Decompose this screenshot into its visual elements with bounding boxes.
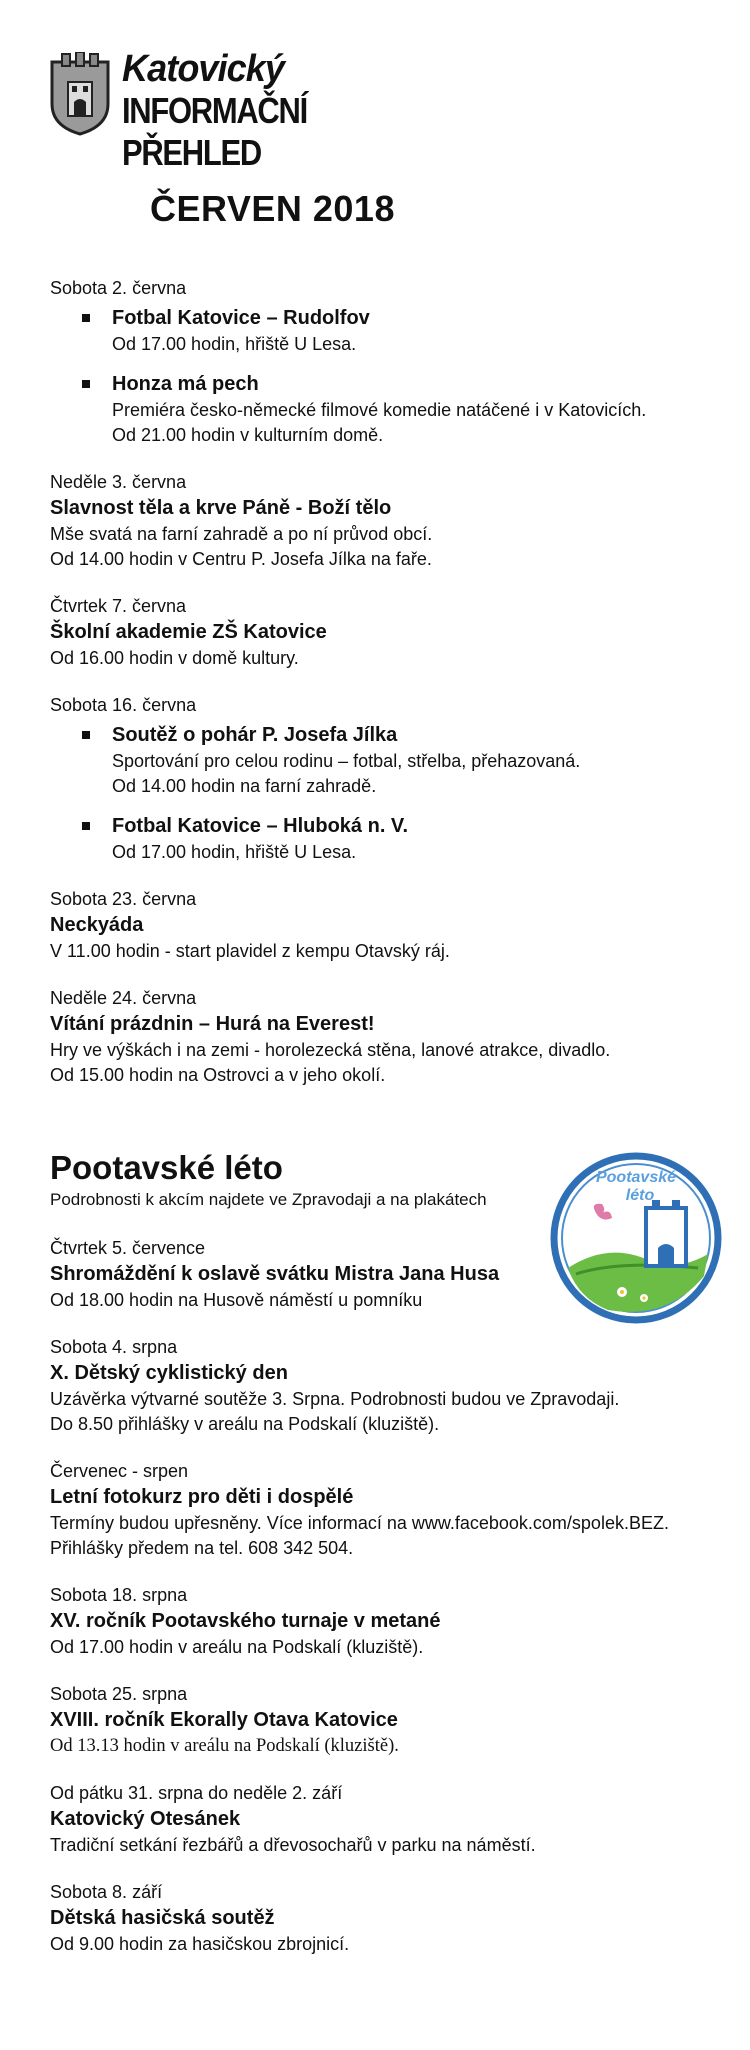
event-detail: Uzávěrka výtvarné soutěže 3. Srpna. Podrobnosti budou ve Zpravodaji. — [50, 1389, 620, 1409]
event-date: Červenec - srpen — [50, 1461, 189, 1481]
brand-title: Katovický — [122, 48, 285, 90]
event-detail: Mše svatá na farní zahradě a po ní průvod obcí. — [50, 524, 433, 544]
event-detail: Hry ve výškách i na zemi - horolezecká stěna, lanové atrakce, divadlo. — [50, 1040, 611, 1060]
event-block — [50, 276, 730, 448]
event-date: Sobota 4. srpna — [50, 1337, 178, 1357]
event-date: Sobota 23. června — [50, 889, 197, 909]
event-date: Sobota 25. srpna — [50, 1684, 188, 1704]
section-title: Pootavské léto — [50, 1149, 283, 1186]
event-block — [50, 887, 730, 964]
bullet-item — [50, 371, 730, 448]
event-title: Dětská hasičská soutěž — [50, 1907, 275, 1929]
event-bullet-list — [50, 305, 730, 448]
event-detail: Od 14.00 hodin v Centru P. Josefa Jílka na faře. — [50, 549, 432, 569]
month-title: ČERVEN 2018 — [150, 188, 395, 229]
event-date: Čtvrtek 5. července — [50, 1238, 206, 1258]
june-events — [50, 276, 730, 1110]
event-block — [50, 693, 730, 865]
event-detail: V 11.00 hodin - start plavidel z kempu Otavský ráj. — [50, 941, 450, 961]
event-detail: Do 8.50 přihlášky v areálu na Podskalí (kluziště). — [50, 1414, 440, 1434]
event-detail: Termíny budou upřesněny. Více informací na www.facebook.com/spolek.BEZ. — [50, 1513, 669, 1533]
event-block — [50, 1459, 730, 1561]
event-detail: Od 15.00 hodin na Ostrovci a v jeho okolí. — [50, 1065, 386, 1085]
event-block — [50, 1236, 730, 1313]
event-title: XVIII. ročník Ekorally Otava Katovice — [50, 1709, 398, 1731]
event-detail: Od 9.00 hodin za hasičskou zbrojnicí. — [50, 1934, 350, 1954]
event-block — [50, 986, 730, 1088]
event-title: Honza má pech — [112, 373, 259, 395]
event-date: Sobota 18. srpna — [50, 1585, 188, 1605]
section-subtitle: Podrobnosti k akcím najdete ve Zpravodaji a na plakátech — [50, 1190, 487, 1209]
badge-text-line1: Pootavské — [595, 1169, 677, 1186]
bullet-item — [50, 305, 730, 357]
event-block — [50, 1880, 730, 1957]
brand-subtitle: INFORMAČNÍ PŘEHLED — [122, 90, 307, 173]
event-bullet-list — [50, 722, 730, 865]
event-title: Letní fotokurz pro děti i dospělé — [50, 1486, 354, 1508]
event-title: Fotbal Katovice – Hluboká n. V. — [112, 815, 408, 837]
event-title: X. Dětský cyklistický den — [50, 1362, 288, 1384]
event-block — [50, 1781, 730, 1858]
event-detail: Od 14.00 hodin na farní zahradě. — [112, 776, 377, 796]
bullet-item — [50, 813, 730, 865]
town-crest-icon — [48, 52, 112, 136]
event-detail: Tradiční setkání řezbářů a dřevosochařů v parku na náměstí. — [50, 1835, 536, 1855]
event-date: Od pátku 31. srpna do neděle 2. září — [50, 1783, 343, 1803]
event-title: Školní akademie ZŠ Katovice — [50, 621, 327, 643]
event-date: Neděle 3. června — [50, 472, 187, 492]
event-detail: Od 16.00 hodin v domě kultury. — [50, 648, 299, 668]
event-detail: Od 17.00 hodin v areálu na Podskalí (kluziště). — [50, 1637, 424, 1657]
bullet-item — [50, 722, 730, 799]
event-title: XV. ročník Pootavského turnaje v metané — [50, 1610, 441, 1632]
event-title: Soutěž o pohár P. Josefa Jílka — [112, 724, 398, 746]
event-detail: Premiéra česko-německé filmové komedie natáčené i v Katovicích. — [112, 400, 647, 420]
event-detail: Sportování pro celou rodinu – fotbal, střelba, přehazovaná. — [112, 751, 581, 771]
event-detail: Od 18.00 hodin na Husově náměstí u pomníku — [50, 1290, 423, 1310]
event-block — [50, 1335, 730, 1437]
event-title: Slavnost těla a krve Páně - Boží tělo — [50, 497, 392, 519]
event-date: Sobota 8. září — [50, 1882, 163, 1902]
event-title: Vítání prázdnin – Hurá na Everest! — [50, 1013, 375, 1035]
event-detail: Od 13.13 hodin v areálu na Podskalí (kluziště). — [50, 1736, 399, 1756]
event-date: Čtvrtek 7. června — [50, 596, 187, 616]
event-detail: Od 21.00 hodin v kulturním domě. — [112, 425, 384, 445]
event-date: Sobota 16. června — [50, 695, 197, 715]
header — [48, 48, 468, 173]
event-date: Neděle 24. června — [50, 988, 197, 1008]
event-title: Katovický Otesánek — [50, 1808, 241, 1830]
event-date: Sobota 2. června — [50, 278, 187, 298]
event-detail: Od 17.00 hodin, hřiště U Lesa. — [112, 334, 357, 354]
event-title: Fotbal Katovice – Rudolfov — [112, 307, 370, 329]
event-title: Shromáždění k oslavě svátku Mistra Jana Husa — [50, 1263, 500, 1285]
event-title: Neckyáda — [50, 914, 144, 936]
event-block — [50, 470, 730, 572]
badge-text-line2: léto — [625, 1187, 655, 1204]
summer-section — [50, 1148, 730, 1979]
event-block — [50, 1583, 730, 1660]
event-block — [50, 1682, 730, 1759]
event-detail: Od 17.00 hodin, hřiště U Lesa. — [112, 842, 357, 862]
event-detail: Přihlášky předem na tel. 608 342 504. — [50, 1538, 354, 1558]
event-block — [50, 594, 730, 671]
